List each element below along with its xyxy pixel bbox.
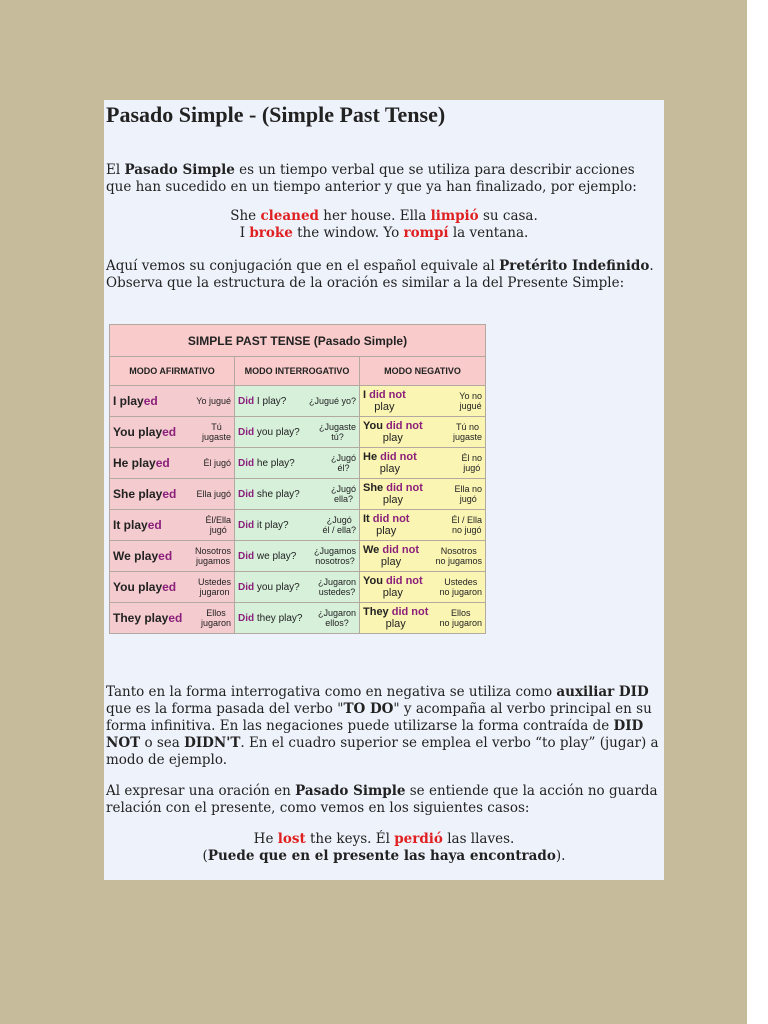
did-word: Did: [238, 612, 255, 624]
p3-bold: DID NOT: [106, 718, 644, 751]
affirmative-spanish: [195, 546, 231, 566]
p3-text: " y acompaña al verbo principal en su forma infinitiva. En las negaciones puede utilizarse la forma contraída de: [106, 701, 652, 734]
interrogative-cell: [235, 510, 360, 541]
play-word: play: [374, 401, 395, 413]
spanish-line: ¿Jugaron: [317, 577, 356, 587]
p3-text: Tanto en la forma interrogativa como en negativa se utiliza como: [106, 684, 557, 700]
header-negative: MODO NEGATIVO: [360, 357, 486, 386]
did-word: Did: [238, 581, 255, 593]
subject-verb: She play: [113, 487, 163, 501]
header-affirmative: MODO AFIRMATIVO: [110, 357, 235, 386]
affirmative-verb: [113, 518, 162, 532]
play-word: play: [380, 556, 402, 568]
ex-text: He: [253, 831, 278, 847]
intro-post: es un tiempo verbal que se utiliza para describir acciones que han sucedido en un tiempo anterior y que ya han finalizado, por ejemplo:: [106, 162, 637, 195]
p3-text: . En el cuadro superior se emplea el verbo “to play” (jugar) a modo de ejemplo.: [106, 735, 659, 768]
interrogative-verb: [238, 458, 295, 469]
spanish-line: Yo no: [459, 391, 482, 401]
spanish-line: ¿Jugaste: [318, 422, 356, 432]
did-not-word: did not: [372, 513, 410, 525]
p3-bold: auxiliar DID: [556, 684, 649, 700]
affirmative-verb: [113, 425, 176, 439]
p3-text: o sea: [140, 735, 185, 751]
play-word: play: [382, 587, 403, 599]
subject-verb: You play: [113, 425, 163, 439]
p4-bold: Pasado Simple: [295, 783, 406, 799]
play-word: play: [382, 494, 404, 506]
negative-spanish: [461, 453, 482, 473]
neg-subject: I: [363, 389, 367, 401]
affirmative-cell: [110, 572, 235, 603]
spanish-line: ella?: [333, 494, 353, 504]
interrogative-cell: [235, 448, 360, 479]
interrogative-verb: [238, 489, 300, 500]
affirmative-cell: [110, 541, 235, 572]
ex-text: la ventana.: [448, 225, 529, 241]
interrogative-verb: [238, 551, 296, 562]
negative-spanish: [451, 515, 482, 535]
present-relation-paragraph: [106, 783, 662, 817]
spanish-line: Tú: [211, 422, 222, 432]
header-interrogative: MODO INTERROGATIVO: [235, 357, 360, 386]
did-word: Did: [238, 395, 255, 407]
spanish-line: jugamos: [195, 556, 230, 566]
ex-text: I: [239, 225, 250, 241]
spanish-line: no jugaron: [439, 587, 482, 597]
negative-spanish: [454, 484, 482, 504]
spanish-line: no jugó: [451, 525, 482, 535]
interrogative-spanish: [331, 484, 356, 504]
question-text: you play?: [256, 426, 300, 438]
example-line: [104, 831, 664, 848]
affirmative-verb: [113, 580, 176, 594]
subject-verb: You play: [113, 580, 163, 594]
affirmative-spanish: [198, 577, 231, 597]
spanish-line: Nosotros: [440, 546, 477, 556]
auxiliary-paragraph: [106, 684, 662, 769]
p3-bold: TO DO: [343, 701, 394, 717]
verb-suffix: ed: [162, 580, 177, 594]
spanish-line: ellos?: [325, 618, 349, 628]
example-block-2: [104, 831, 664, 865]
spanish-line: jugaron: [200, 618, 231, 628]
ex-text: her house. Ella: [318, 208, 431, 224]
negative-verb: [363, 389, 406, 413]
example-block-1: [104, 208, 664, 242]
interrogative-spanish: [319, 422, 356, 442]
spanish-line: Ellos: [206, 608, 226, 618]
question-text: she play?: [256, 488, 300, 500]
negative-spanish: [459, 391, 482, 411]
document-page: [104, 100, 664, 880]
affirmative-cell: [110, 603, 235, 634]
did-not-word: did not: [380, 451, 417, 463]
interrogative-cell: [235, 572, 360, 603]
negative-cell: [360, 541, 486, 572]
interrogative-cell: [235, 386, 360, 417]
interrogative-spanish: [318, 608, 356, 628]
negative-verb: [363, 606, 428, 630]
affirmative-cell: [110, 386, 235, 417]
affirmative-spanish: [202, 422, 231, 442]
verb-suffix: ed: [158, 549, 173, 563]
neg-subject: She: [363, 482, 384, 494]
interrogative-spanish: [318, 577, 356, 597]
negative-verb: [363, 575, 423, 599]
table-row: [110, 510, 486, 541]
conjugation-table: [109, 324, 486, 634]
interrogative-verb: [238, 582, 300, 593]
spanish-line: no jugaron: [439, 618, 482, 628]
conjugation-paragraph: [106, 258, 662, 292]
affirmative-cell: [110, 417, 235, 448]
ex-text: the window. Yo: [292, 225, 404, 241]
did-word: Did: [238, 550, 255, 562]
affirmative-spanish: [196, 396, 231, 406]
spanish-line: jugaste: [452, 432, 482, 442]
p2-post: . Observa que la estructura de la oración es similar a la del Presente Simple:: [106, 258, 654, 291]
spanish-line: Ellos: [450, 608, 471, 618]
ex-verb: broke: [249, 225, 293, 241]
neg-subject: He: [363, 451, 378, 463]
question-text: it play?: [256, 519, 289, 531]
spanish-line: Él no: [461, 453, 482, 463]
subject-verb: He play: [113, 456, 156, 470]
ex-bold: Puede que en el presente las haya encontrado: [207, 848, 556, 864]
affirmative-verb: [113, 456, 170, 470]
ex-verb: limpió: [430, 208, 479, 224]
negative-verb: [363, 451, 417, 475]
subject-verb: It play: [113, 518, 148, 532]
spanish-line: Ella no: [454, 484, 482, 494]
p3-bold: DIDN'T: [184, 735, 241, 751]
negative-cell: [360, 572, 486, 603]
did-word: Did: [238, 519, 255, 531]
subject-verb: They play: [113, 611, 169, 625]
spanish-line: Él/Ella: [205, 515, 231, 525]
table-row: [110, 479, 486, 510]
neg-subject: It: [363, 513, 370, 525]
question-text: you play?: [256, 581, 300, 593]
spanish-line: ¿Jugamos: [313, 546, 356, 556]
spanish-line: él / ella?: [322, 525, 356, 535]
interrogative-verb: [238, 613, 302, 624]
did-word: Did: [238, 488, 255, 500]
affirmative-verb: [113, 394, 158, 408]
example-line: [104, 225, 664, 242]
negative-spanish: [439, 577, 482, 597]
intro-bold: Pasado Simple: [124, 162, 235, 178]
spanish-line: ¿Jugaron: [317, 608, 356, 618]
spanish-line: Él jugó: [203, 458, 231, 468]
affirmative-spanish: [205, 515, 231, 535]
affirmative-spanish: [196, 489, 231, 499]
play-word: play: [379, 463, 400, 475]
verb-suffix: ed: [147, 518, 162, 532]
spanish-line: ¿Jugó: [326, 515, 352, 525]
question-text: they play?: [256, 612, 303, 624]
example-line: [104, 208, 664, 225]
neg-subject: We: [363, 544, 380, 556]
verb-suffix: ed: [168, 611, 183, 625]
interrogative-verb: [238, 520, 289, 531]
did-not-word: did not: [391, 606, 429, 618]
verb-suffix: ed: [155, 456, 170, 470]
affirmative-verb: [113, 487, 176, 501]
neg-subject: They: [363, 606, 389, 618]
negative-spanish: [435, 546, 482, 566]
did-word: Did: [238, 426, 255, 438]
negative-verb: [363, 482, 423, 506]
negative-spanish: [439, 608, 482, 628]
table-body: [110, 386, 486, 634]
ex-text: su casa.: [478, 208, 538, 224]
neg-subject: You: [363, 575, 383, 587]
question-text: we play?: [256, 550, 297, 562]
subject-verb: We play: [113, 549, 159, 563]
ex-text: the keys. Él: [305, 831, 395, 847]
play-word: play: [376, 525, 397, 537]
table-row: [110, 448, 486, 479]
did-not-word: did not: [369, 389, 406, 401]
spanish-line: jugó: [459, 494, 477, 504]
p2-bold: Pretérito Indefinido: [499, 258, 650, 274]
negative-cell: [360, 417, 486, 448]
spanish-line: jugaron: [199, 587, 230, 597]
p2-pre: Aquí vemos su conjugación que en el español equivale al: [106, 258, 500, 274]
spanish-line: ¿Jugó: [330, 484, 356, 494]
did-not-word: did not: [386, 420, 423, 432]
table-row: [110, 417, 486, 448]
p4-text: Al expresar una oración en: [106, 783, 296, 799]
interrogative-spanish: [331, 453, 356, 473]
spanish-line: Ella jugó: [196, 489, 231, 499]
question-text: he play?: [256, 457, 295, 469]
ex-text: (: [202, 848, 208, 864]
interrogative-spanish: [322, 515, 356, 535]
spanish-line: jugó: [209, 525, 227, 535]
negative-verb: [363, 544, 419, 568]
affirmative-verb: [113, 549, 172, 563]
intro-paragraph: [106, 162, 662, 196]
spanish-line: Tú no: [455, 422, 479, 432]
interrogative-cell: [235, 603, 360, 634]
negative-cell: [360, 510, 486, 541]
affirmative-cell: [110, 510, 235, 541]
spanish-line: ustedes?: [318, 587, 356, 597]
ex-verb: lost: [277, 831, 306, 847]
interrogative-spanish: [314, 546, 356, 566]
interrogative-verb: [238, 427, 300, 438]
ex-text: She: [230, 208, 261, 224]
did-not-word: did not: [382, 544, 420, 556]
interrogative-cell: [235, 479, 360, 510]
table-row: [110, 603, 486, 634]
affirmative-spanish: [201, 608, 231, 628]
right-edge: [747, 0, 768, 1024]
interrogative-cell: [235, 417, 360, 448]
play-word: play: [382, 432, 403, 444]
spanish-line: tú?: [331, 432, 344, 442]
interrogative-spanish: [309, 396, 356, 406]
verb-suffix: ed: [162, 487, 177, 501]
spanish-line: Yo jugué: [196, 396, 231, 406]
spanish-line: jugó: [463, 463, 481, 473]
affirmative-verb: [113, 611, 182, 625]
question-text: I play?: [256, 395, 287, 407]
affirmative-cell: [110, 479, 235, 510]
negative-cell: [360, 448, 486, 479]
interrogative-cell: [235, 541, 360, 572]
spanish-line: él?: [337, 463, 350, 473]
spanish-line: ¿Jugué yo?: [308, 396, 356, 406]
table-row: [110, 572, 486, 603]
spanish-line: nosotros?: [315, 556, 355, 566]
p3-text: que es la forma pasada del verbo ": [106, 701, 344, 717]
spanish-line: no jugamos: [435, 556, 482, 566]
negative-verb: [363, 513, 409, 537]
subject-verb: I play: [113, 394, 144, 408]
spanish-line: Ustedes: [444, 577, 478, 587]
did-word: Did: [238, 457, 255, 469]
negative-spanish: [453, 422, 482, 442]
spanish-line: jugaste: [201, 432, 231, 442]
page-title: Pasado Simple - (Simple Past Tense): [106, 102, 446, 127]
did-not-word: did not: [386, 575, 423, 587]
spanish-line: Ustedes: [197, 577, 231, 587]
ex-verb: rompí: [403, 225, 449, 241]
p4-text: se entiende que la acción no guarda relación con el presente, como vemos en los siguientes casos:: [106, 783, 658, 816]
spanish-line: ¿Jugó: [330, 453, 356, 463]
affirmative-cell: [110, 448, 235, 479]
affirmative-spanish: [203, 458, 231, 468]
ex-verb: cleaned: [260, 208, 319, 224]
negative-cell: [360, 386, 486, 417]
ex-text: ).: [555, 848, 566, 864]
spanish-line: Nosotros: [194, 546, 231, 556]
negative-cell: [360, 603, 486, 634]
spanish-line: jugué: [459, 401, 482, 411]
verb-suffix: ed: [162, 425, 177, 439]
negative-cell: [360, 479, 486, 510]
verb-suffix: ed: [143, 394, 158, 408]
neg-subject: You: [363, 420, 383, 432]
did-not-word: did not: [386, 482, 423, 494]
ex-text: las llaves.: [442, 831, 515, 847]
negative-verb: [363, 420, 423, 444]
table-row: [110, 386, 486, 417]
intro-pre: El: [106, 162, 125, 178]
example-line: [104, 848, 664, 865]
spanish-line: Él / Ella: [451, 515, 482, 525]
play-word: play: [385, 618, 406, 630]
interrogative-verb: [238, 396, 286, 407]
ex-verb: perdió: [394, 831, 443, 847]
table-title: SIMPLE PAST TENSE (Pasado Simple): [110, 325, 486, 357]
table-row: [110, 541, 486, 572]
